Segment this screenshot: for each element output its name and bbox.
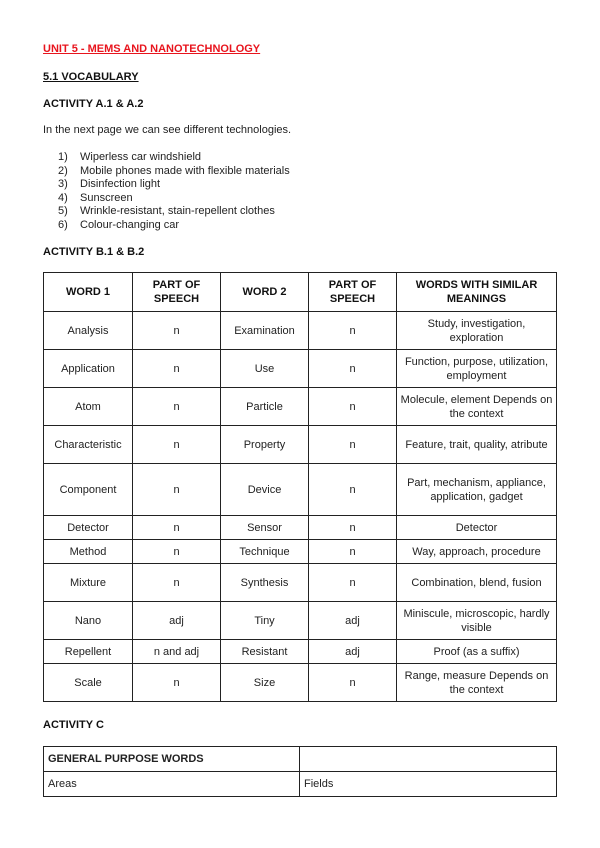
- table-row: [44, 772, 557, 797]
- list-item-number: 2): [58, 164, 68, 177]
- table-cell: Analysis: [44, 312, 133, 350]
- table-cell: n and adj: [133, 640, 221, 664]
- technology-list: [58, 151, 290, 232]
- table-cell: Feature, trait, quality, atribute: [397, 426, 557, 464]
- table-cell: Particle: [221, 388, 309, 426]
- list-item-text: Mobile phones made with flexible materials: [80, 164, 290, 177]
- table-header-row: [44, 747, 557, 772]
- table-cell: n: [309, 464, 397, 516]
- table-cell: Miniscule, microscopic, hardly visible: [397, 602, 557, 640]
- column-header: PART OF SPEECH: [133, 273, 221, 312]
- table-cell: n: [309, 350, 397, 388]
- table-cell: Size: [221, 664, 309, 702]
- list-item-number: 5): [58, 205, 68, 217]
- table-cell: Function, purpose, utilization, employment: [397, 350, 557, 388]
- table-cell: adj: [309, 602, 397, 640]
- list-item-text: Wiperless car windshield: [80, 151, 202, 163]
- table-cell: n: [133, 464, 221, 516]
- table-cell: Application: [44, 350, 133, 388]
- list-item-number: 3): [58, 178, 68, 190]
- table-cell: adj: [309, 640, 397, 664]
- table-header-cell: GENERAL PURPOSE WORDS: [44, 747, 300, 772]
- table-cell: Method: [44, 540, 133, 564]
- table-cell: Device: [221, 464, 309, 516]
- column-header: WORD 1: [44, 273, 133, 312]
- list-item-number: 4): [58, 191, 68, 204]
- table-cell: Detector: [397, 516, 557, 540]
- list-item-text: Disinfection light: [80, 178, 161, 190]
- table-cell: Component: [44, 464, 133, 516]
- technology-list-item: [58, 178, 290, 192]
- table-cell: n: [133, 516, 221, 540]
- table-cell: n: [309, 664, 397, 702]
- table-cell: n: [309, 516, 397, 540]
- vocabulary-table: [43, 272, 557, 702]
- table-cell: Areas: [44, 772, 300, 797]
- section-heading: 5.1 VOCABULARY: [43, 71, 139, 83]
- table-cell: Sensor: [221, 516, 309, 540]
- list-item-text: Wrinkle-resistant, stain-repellent clothes: [80, 205, 275, 217]
- column-header: WORDS WITH SIMILAR MEANINGS: [397, 273, 557, 312]
- table-cell: Synthesis: [221, 564, 309, 602]
- table-cell: Detector: [44, 516, 133, 540]
- list-item-number: 1): [58, 151, 68, 163]
- column-header: PART OF SPEECH: [309, 273, 397, 312]
- list-item-text: Sunscreen: [80, 191, 133, 204]
- technology-list-item: [58, 165, 290, 179]
- table-cell: Repellent: [44, 640, 133, 664]
- table-cell: Mixture: [44, 564, 133, 602]
- table-cell: Study, investigation, exploration: [397, 312, 557, 350]
- table-row: [44, 640, 557, 664]
- table-row: [44, 602, 557, 640]
- table-row: [44, 312, 557, 350]
- technology-list-item: [58, 192, 290, 206]
- technology-list-item: [58, 205, 290, 219]
- table-cell: n: [133, 350, 221, 388]
- table-cell: adj: [133, 602, 221, 640]
- activity-c-heading: ACTIVITY C: [43, 719, 104, 731]
- table-cell: Property: [221, 426, 309, 464]
- table-header-cell: [300, 747, 557, 772]
- table-cell: n: [133, 312, 221, 350]
- table-cell: n: [309, 426, 397, 464]
- table-cell: n: [133, 540, 221, 564]
- table-row: [44, 564, 557, 602]
- column-header: WORD 2: [221, 273, 309, 312]
- table-cell: n: [309, 388, 397, 426]
- list-item-text: Colour-changing car: [80, 218, 180, 231]
- table-cell: Combination, blend, fusion: [397, 564, 557, 602]
- table-cell: n: [133, 388, 221, 426]
- table-cell: Part, mechanism, appliance, application, gadget: [397, 464, 557, 516]
- table-row: [44, 426, 557, 464]
- activity-a-heading: ACTIVITY A.1 & A.2: [43, 98, 144, 110]
- list-item-number: 6): [58, 218, 68, 231]
- table-cell: Proof (as a suffix): [397, 640, 557, 664]
- table-cell: Technique: [221, 540, 309, 564]
- table-cell: n: [309, 540, 397, 564]
- table-row: [44, 388, 557, 426]
- table-cell: Range, measure Depends on the context: [397, 664, 557, 702]
- table-cell: n: [133, 664, 221, 702]
- table-row: [44, 540, 557, 564]
- vocabulary-table-header: [44, 273, 557, 312]
- table-cell: Way, approach, procedure: [397, 540, 557, 564]
- general-purpose-table: [43, 746, 557, 797]
- table-cell: Molecule, element Depends on the context: [397, 388, 557, 426]
- table-cell: Atom: [44, 388, 133, 426]
- table-cell: n: [309, 312, 397, 350]
- table-row: [44, 464, 557, 516]
- table-row: [44, 664, 557, 702]
- activity-b-heading: ACTIVITY B.1 & B.2: [43, 246, 145, 258]
- table-cell: Scale: [44, 664, 133, 702]
- table-cell: Use: [221, 350, 309, 388]
- technology-list-item: [58, 219, 290, 233]
- table-cell: Fields: [300, 772, 557, 797]
- table-row: [44, 516, 557, 540]
- table-cell: n: [133, 564, 221, 602]
- table-cell: n: [133, 426, 221, 464]
- activity-a-intro: In the next page we can see different technologies.: [43, 124, 292, 136]
- table-cell: Tiny: [221, 602, 309, 640]
- table-cell: Nano: [44, 602, 133, 640]
- table-cell: Examination: [221, 312, 309, 350]
- table-cell: Resistant: [221, 640, 309, 664]
- table-cell: n: [309, 564, 397, 602]
- page-title: UNIT 5 - MEMS AND NANOTECHNOLOGY: [43, 43, 261, 55]
- table-row: [44, 350, 557, 388]
- table-cell: Characteristic: [44, 426, 133, 464]
- technology-list-item: [58, 151, 290, 165]
